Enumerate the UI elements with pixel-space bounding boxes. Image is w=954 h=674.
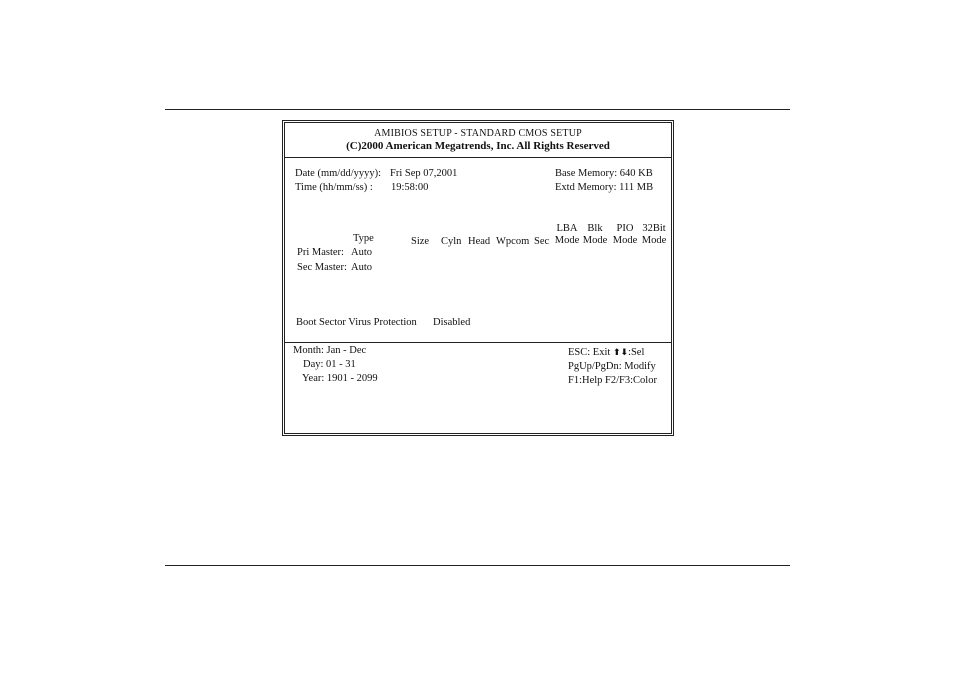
column-cyln: Cyln (441, 236, 462, 247)
bottom-rule (165, 565, 790, 566)
top-rule (165, 109, 790, 110)
date-label: Date (mm/dd/yyyy): (295, 168, 382, 179)
column-sec: Sec (534, 236, 550, 247)
bios-title: AMIBIOS SETUP - STANDARD CMOS SETUP (374, 128, 582, 139)
help-esc-sel (568, 347, 644, 359)
pri-master-type[interactable]: Auto (351, 247, 372, 258)
sel-text: :Sel (628, 347, 645, 358)
help-day-range: Day: 01 - 31 (303, 359, 356, 370)
esc-exit-text: ESC: Exit (568, 347, 611, 358)
column-pio: PIO Mode (612, 223, 638, 246)
column-head: Head (468, 236, 491, 247)
extended-memory: Extd Memory: 111 MB (555, 182, 654, 193)
help-pgup-pgdn: PgUp/PgDn: Modify (568, 361, 656, 372)
column-type: Type (353, 233, 374, 244)
sec-master-label: Sec Master: (297, 262, 347, 273)
column-size: Size (411, 236, 430, 247)
time-value[interactable]: 19:58:00 (391, 182, 429, 193)
help-year-range: Year: 1901 - 2099 (302, 373, 378, 384)
date-value[interactable]: Fri Sep 07,2001 (390, 168, 458, 179)
column-blk: Blk Mode (582, 223, 608, 246)
bios-copyright: (C)2000 American Megatrends, Inc. All Rights Reserved (346, 140, 610, 152)
bios-setup-screen (282, 120, 674, 436)
column-32bit: 32Bit Mode (641, 223, 667, 246)
column-lba: LBA Mode (554, 223, 580, 246)
column-wpcom: Wpcom (496, 236, 530, 247)
time-label: Time (hh/mm/ss) : (295, 182, 373, 193)
pri-master-label: Pri Master: (297, 247, 344, 258)
bios-help-panel (285, 343, 671, 433)
help-function-keys: F1:Help F2/F3:Color (568, 375, 657, 386)
base-memory: Base Memory: 640 KB (555, 168, 653, 179)
bios-main-panel (285, 158, 671, 343)
boot-sector-value[interactable]: Disabled (433, 317, 471, 328)
sec-master-type[interactable]: Auto (351, 262, 372, 273)
up-down-arrows-icon: ⬆⬇ (612, 348, 629, 358)
boot-sector-label: Boot Sector Virus Protection (296, 317, 417, 328)
help-month-range: Month: Jan - Dec (293, 345, 367, 356)
bios-header (285, 123, 671, 158)
